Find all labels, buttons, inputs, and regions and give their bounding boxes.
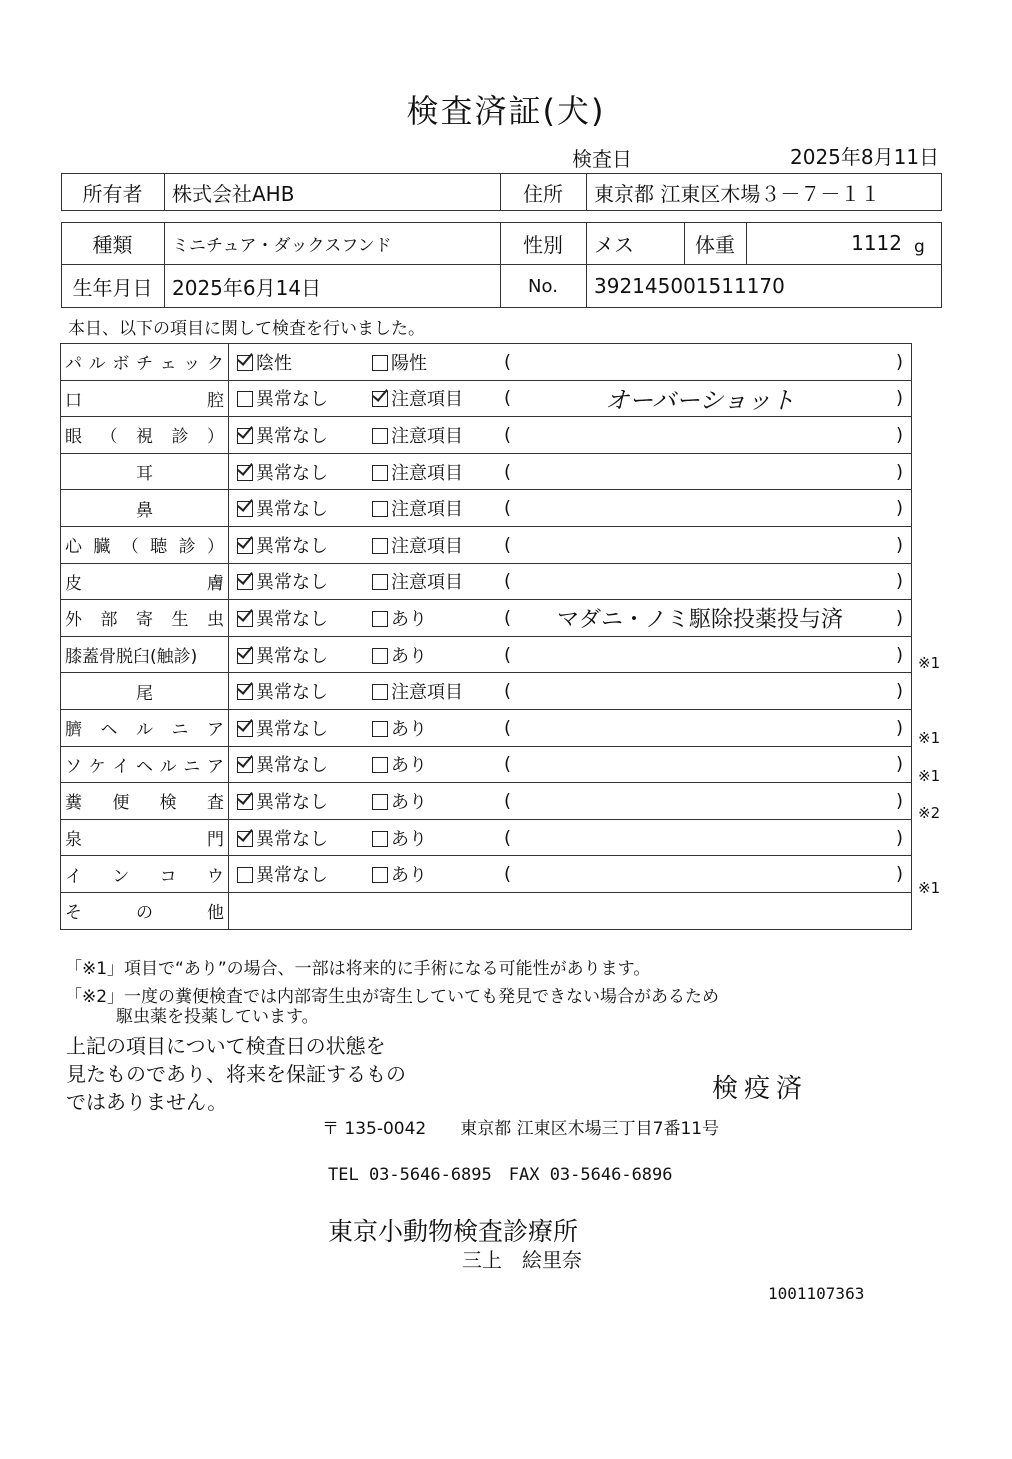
option-label: あり	[391, 828, 427, 850]
footnote-2-line1: 「※2」一度の糞便検査では内部寄生虫が寄生していても発見できない場合があるため	[65, 987, 720, 1007]
checked-box-icon[interactable]	[237, 574, 253, 590]
option-normal[interactable]	[237, 751, 328, 777]
number-label: No.	[528, 275, 558, 297]
close-paren: )	[895, 351, 903, 373]
option-normal[interactable]	[237, 349, 292, 375]
option-label: 異常なし	[256, 645, 328, 667]
option-label: あり	[391, 865, 427, 887]
checked-box-icon[interactable]	[237, 648, 253, 664]
option-abnormal[interactable]	[372, 642, 427, 668]
option-abnormal[interactable]	[372, 532, 463, 558]
inspection-row	[61, 783, 912, 820]
inspection-item-label: 臍 ヘ ル ニ ア	[65, 720, 224, 741]
close-paren: )	[895, 534, 903, 556]
option-abnormal[interactable]	[372, 422, 463, 448]
inspection-row	[61, 709, 912, 746]
checked-box-icon[interactable]	[237, 757, 253, 773]
close-paren: )	[895, 607, 903, 629]
option-label: 異常なし	[256, 865, 328, 887]
inspection-row	[61, 380, 912, 417]
disclaimer-line: 上記の項目について検査日の状態を	[66, 1034, 386, 1058]
inspection-table	[60, 343, 912, 930]
open-paren: (	[504, 753, 512, 775]
open-paren: (	[504, 424, 512, 446]
open-paren: (	[504, 461, 512, 483]
option-abnormal[interactable]	[372, 568, 463, 594]
option-abnormal[interactable]	[372, 459, 463, 485]
footnote-2-line2: 駆虫薬を投薬しています。	[116, 1007, 319, 1027]
sex-value: メス	[594, 232, 634, 257]
inspection-row	[61, 344, 912, 381]
weight-unit: g	[914, 237, 925, 257]
intro-text: 本日、以下の項目に関して検査を行いました。	[68, 319, 425, 339]
empty-box-icon[interactable]	[372, 867, 388, 883]
empty-box-icon[interactable]	[372, 538, 388, 554]
empty-box-icon[interactable]	[372, 757, 388, 773]
empty-box-icon[interactable]	[372, 574, 388, 590]
checked-box-icon[interactable]	[237, 794, 253, 810]
option-label: 異常なし	[256, 682, 328, 704]
option-normal[interactable]	[237, 715, 328, 741]
option-abnormal[interactable]	[372, 715, 427, 741]
document-title: 検査済証(犬)	[406, 92, 606, 130]
inspection-row	[61, 600, 912, 637]
inspection-row	[61, 856, 912, 893]
inspection-item-label: ソ ケ イ ヘ ル ニ ア	[65, 756, 224, 777]
empty-box-icon[interactable]	[237, 391, 253, 407]
option-label: 注意項目	[391, 535, 463, 557]
option-label: 注意項目	[391, 462, 463, 484]
option-label: 異常なし	[256, 425, 328, 447]
inspection-item-label: 糞 便 検 査	[65, 793, 224, 814]
inspection-row	[61, 819, 912, 856]
number-value: 392145001511170	[594, 274, 785, 298]
weight-value: 1112	[851, 231, 902, 255]
inspection-row	[61, 636, 912, 673]
checked-box-icon[interactable]	[372, 391, 388, 407]
open-paren: (	[504, 351, 512, 373]
open-paren: (	[504, 607, 512, 629]
option-label: あり	[391, 608, 427, 630]
clinic-tel-fax: TEL 03-5646-6895 FAX 03-5646-6896	[328, 1165, 673, 1185]
checked-box-icon[interactable]	[237, 831, 253, 847]
inspection-row	[61, 746, 912, 783]
inspection-row	[61, 453, 912, 490]
option-label: 異常なし	[256, 755, 328, 777]
weight-label: 体重	[695, 232, 735, 257]
disclaimer	[66, 1032, 406, 1116]
breed-label: 種類	[92, 232, 133, 257]
open-paren: (	[504, 387, 512, 409]
empty-box-icon[interactable]	[372, 794, 388, 810]
option-abnormal[interactable]	[372, 678, 463, 704]
option-normal[interactable]	[237, 459, 328, 485]
option-abnormal[interactable]	[372, 605, 427, 631]
remarks-text: オーバーショット	[605, 386, 795, 415]
inspection-item-label: パ ル ボ チ ェ ッ ク	[65, 354, 224, 375]
empty-box-icon[interactable]	[237, 867, 253, 883]
sex-label: 性別	[523, 232, 563, 257]
option-label: 注意項目	[391, 389, 463, 411]
empty-box-icon[interactable]	[372, 428, 388, 444]
inspection-row	[61, 490, 912, 527]
option-abnormal[interactable]	[372, 385, 463, 411]
empty-box-icon[interactable]	[372, 465, 388, 481]
checked-box-icon[interactable]	[237, 355, 253, 371]
option-abnormal[interactable]	[372, 788, 427, 814]
option-label: 陰性	[256, 352, 292, 374]
option-normal[interactable]	[237, 678, 328, 704]
vet-name: 三上 絵里奈	[462, 1248, 582, 1272]
footnote-mark: ※2	[918, 804, 941, 823]
remarks-text: マダニ・ノミ駆除投薬投与済	[556, 607, 843, 633]
option-normal[interactable]	[237, 642, 328, 668]
checked-box-icon[interactable]	[237, 721, 253, 737]
inspection-item-label: 膝蓋骨脱臼(触診)	[65, 647, 198, 668]
footnote-1: 「※1」項目で“あり”の場合、一部は将来的に手術になる可能性があります。	[65, 959, 651, 979]
open-paren: (	[504, 644, 512, 666]
birthdate-label: 生年月日	[72, 275, 153, 300]
owner-value: 株式会社AHB	[172, 181, 295, 206]
close-paren: )	[895, 570, 903, 592]
option-label: 異常なし	[256, 828, 328, 850]
option-normal[interactable]	[237, 422, 328, 448]
inspection-date-label: 検査日	[572, 147, 632, 171]
checked-box-icon[interactable]	[237, 538, 253, 554]
inspection-date-value: 2025年8月11日	[790, 145, 940, 169]
inspection-item-label: 心 臓 （ 聴 診 ）	[65, 537, 224, 558]
option-label: 異常なし	[256, 499, 328, 521]
option-normal[interactable]	[237, 825, 328, 851]
close-paren: )	[895, 424, 903, 446]
option-normal[interactable]	[237, 605, 328, 631]
inspection-item-label: 外 部 寄 生 虫	[65, 610, 224, 631]
empty-box-icon[interactable]	[372, 648, 388, 664]
option-abnormal[interactable]	[372, 495, 463, 521]
option-label: 異常なし	[256, 718, 328, 740]
option-label: あり	[391, 718, 427, 740]
footnote-mark: ※1	[918, 879, 941, 898]
option-abnormal[interactable]	[372, 751, 427, 777]
close-paren: )	[895, 497, 903, 519]
option-label: 異常なし	[256, 535, 328, 557]
disclaimer-line: 見たものであり、将来を保証するもの	[66, 1062, 406, 1086]
option-normal[interactable]	[237, 532, 328, 558]
option-normal[interactable]	[237, 568, 328, 594]
checked-box-icon[interactable]	[237, 611, 253, 627]
option-normal[interactable]	[237, 385, 328, 411]
option-label: あり	[391, 645, 427, 667]
clinic-address: 〒 135-0042 東京都 江東区木場三丁目7番11号	[322, 1119, 720, 1139]
clinic-name: 東京小動物検査診療所	[328, 1217, 579, 1246]
open-paren: (	[504, 497, 512, 519]
other-row	[61, 892, 912, 929]
empty-box-icon[interactable]	[372, 721, 388, 737]
footnote-mark: ※1	[918, 653, 941, 672]
open-paren: (	[504, 534, 512, 556]
option-label: あり	[391, 755, 427, 777]
inspection-item-label: 皮 膚	[65, 573, 224, 594]
option-abnormal[interactable]	[372, 349, 427, 375]
inspection-row	[61, 417, 912, 454]
open-paren: (	[504, 827, 512, 849]
option-label: 陽性	[391, 352, 427, 374]
option-label: 注意項目	[391, 682, 463, 704]
open-paren: (	[504, 790, 512, 812]
footnote-mark: ※1	[918, 766, 941, 785]
address-label: 住所	[523, 181, 563, 206]
open-paren: (	[504, 863, 512, 885]
close-paren: )	[895, 387, 903, 409]
checked-box-icon[interactable]	[237, 428, 253, 444]
option-normal[interactable]	[237, 788, 328, 814]
close-paren: )	[895, 680, 903, 702]
option-label: 注意項目	[391, 572, 463, 594]
other-label: そ の 他	[65, 903, 224, 924]
option-abnormal[interactable]	[372, 825, 427, 851]
close-paren: )	[895, 461, 903, 483]
checked-box-icon[interactable]	[237, 501, 253, 517]
empty-box-icon[interactable]	[372, 355, 388, 371]
owner-label: 所有者	[82, 181, 143, 206]
close-paren: )	[895, 717, 903, 739]
disclaimer-line: ではありません。	[66, 1090, 228, 1114]
option-label: 注意項目	[391, 425, 463, 447]
empty-box-icon[interactable]	[372, 684, 388, 700]
inspection-row	[61, 563, 912, 600]
close-paren: )	[895, 644, 903, 666]
open-paren: (	[504, 717, 512, 739]
option-label: 異常なし	[256, 572, 328, 594]
inspection-row	[61, 526, 912, 563]
empty-box-icon[interactable]	[372, 501, 388, 517]
option-abnormal[interactable]	[372, 861, 427, 887]
option-normal[interactable]	[237, 861, 328, 887]
empty-box-icon[interactable]	[372, 831, 388, 847]
option-label: 異常なし	[256, 389, 328, 411]
checked-box-icon[interactable]	[237, 684, 253, 700]
inspection-row	[61, 673, 912, 710]
option-label: 異常なし	[256, 462, 328, 484]
footnote-mark: ※1	[918, 729, 941, 747]
inspection-item-label: 泉 門	[65, 830, 224, 851]
option-label: あり	[391, 791, 427, 813]
option-normal[interactable]	[237, 495, 328, 521]
inspection-item-label: 耳	[136, 464, 153, 485]
option-label: 異常なし	[256, 791, 328, 813]
option-label: 注意項目	[391, 499, 463, 521]
open-paren: (	[504, 570, 512, 592]
inspection-item-label: イ ン コ ウ	[65, 866, 224, 887]
breed-value: ミニチュア・ダックスフンド	[172, 235, 392, 256]
birthdate-value: 2025年6月14日	[172, 275, 322, 300]
inspection-item-label: 尾	[136, 683, 153, 704]
close-paren: )	[895, 753, 903, 775]
close-paren: )	[895, 827, 903, 849]
close-paren: )	[895, 863, 903, 885]
inspection-item-label: 口 腔	[65, 390, 224, 411]
close-paren: )	[895, 790, 903, 812]
address-value: 東京都 江東区木場３－７－１１	[594, 181, 881, 206]
inspection-item-label: 眼 （ 視 診 ）	[65, 427, 224, 448]
empty-box-icon[interactable]	[372, 611, 388, 627]
inspection-item-label: 鼻	[136, 500, 153, 521]
checked-box-icon[interactable]	[237, 465, 253, 481]
serial-number: 1001107363	[768, 1284, 865, 1303]
quarantine-stamp: 検疫済	[712, 1074, 809, 1104]
option-label: 異常なし	[256, 608, 328, 630]
open-paren: (	[504, 680, 512, 702]
